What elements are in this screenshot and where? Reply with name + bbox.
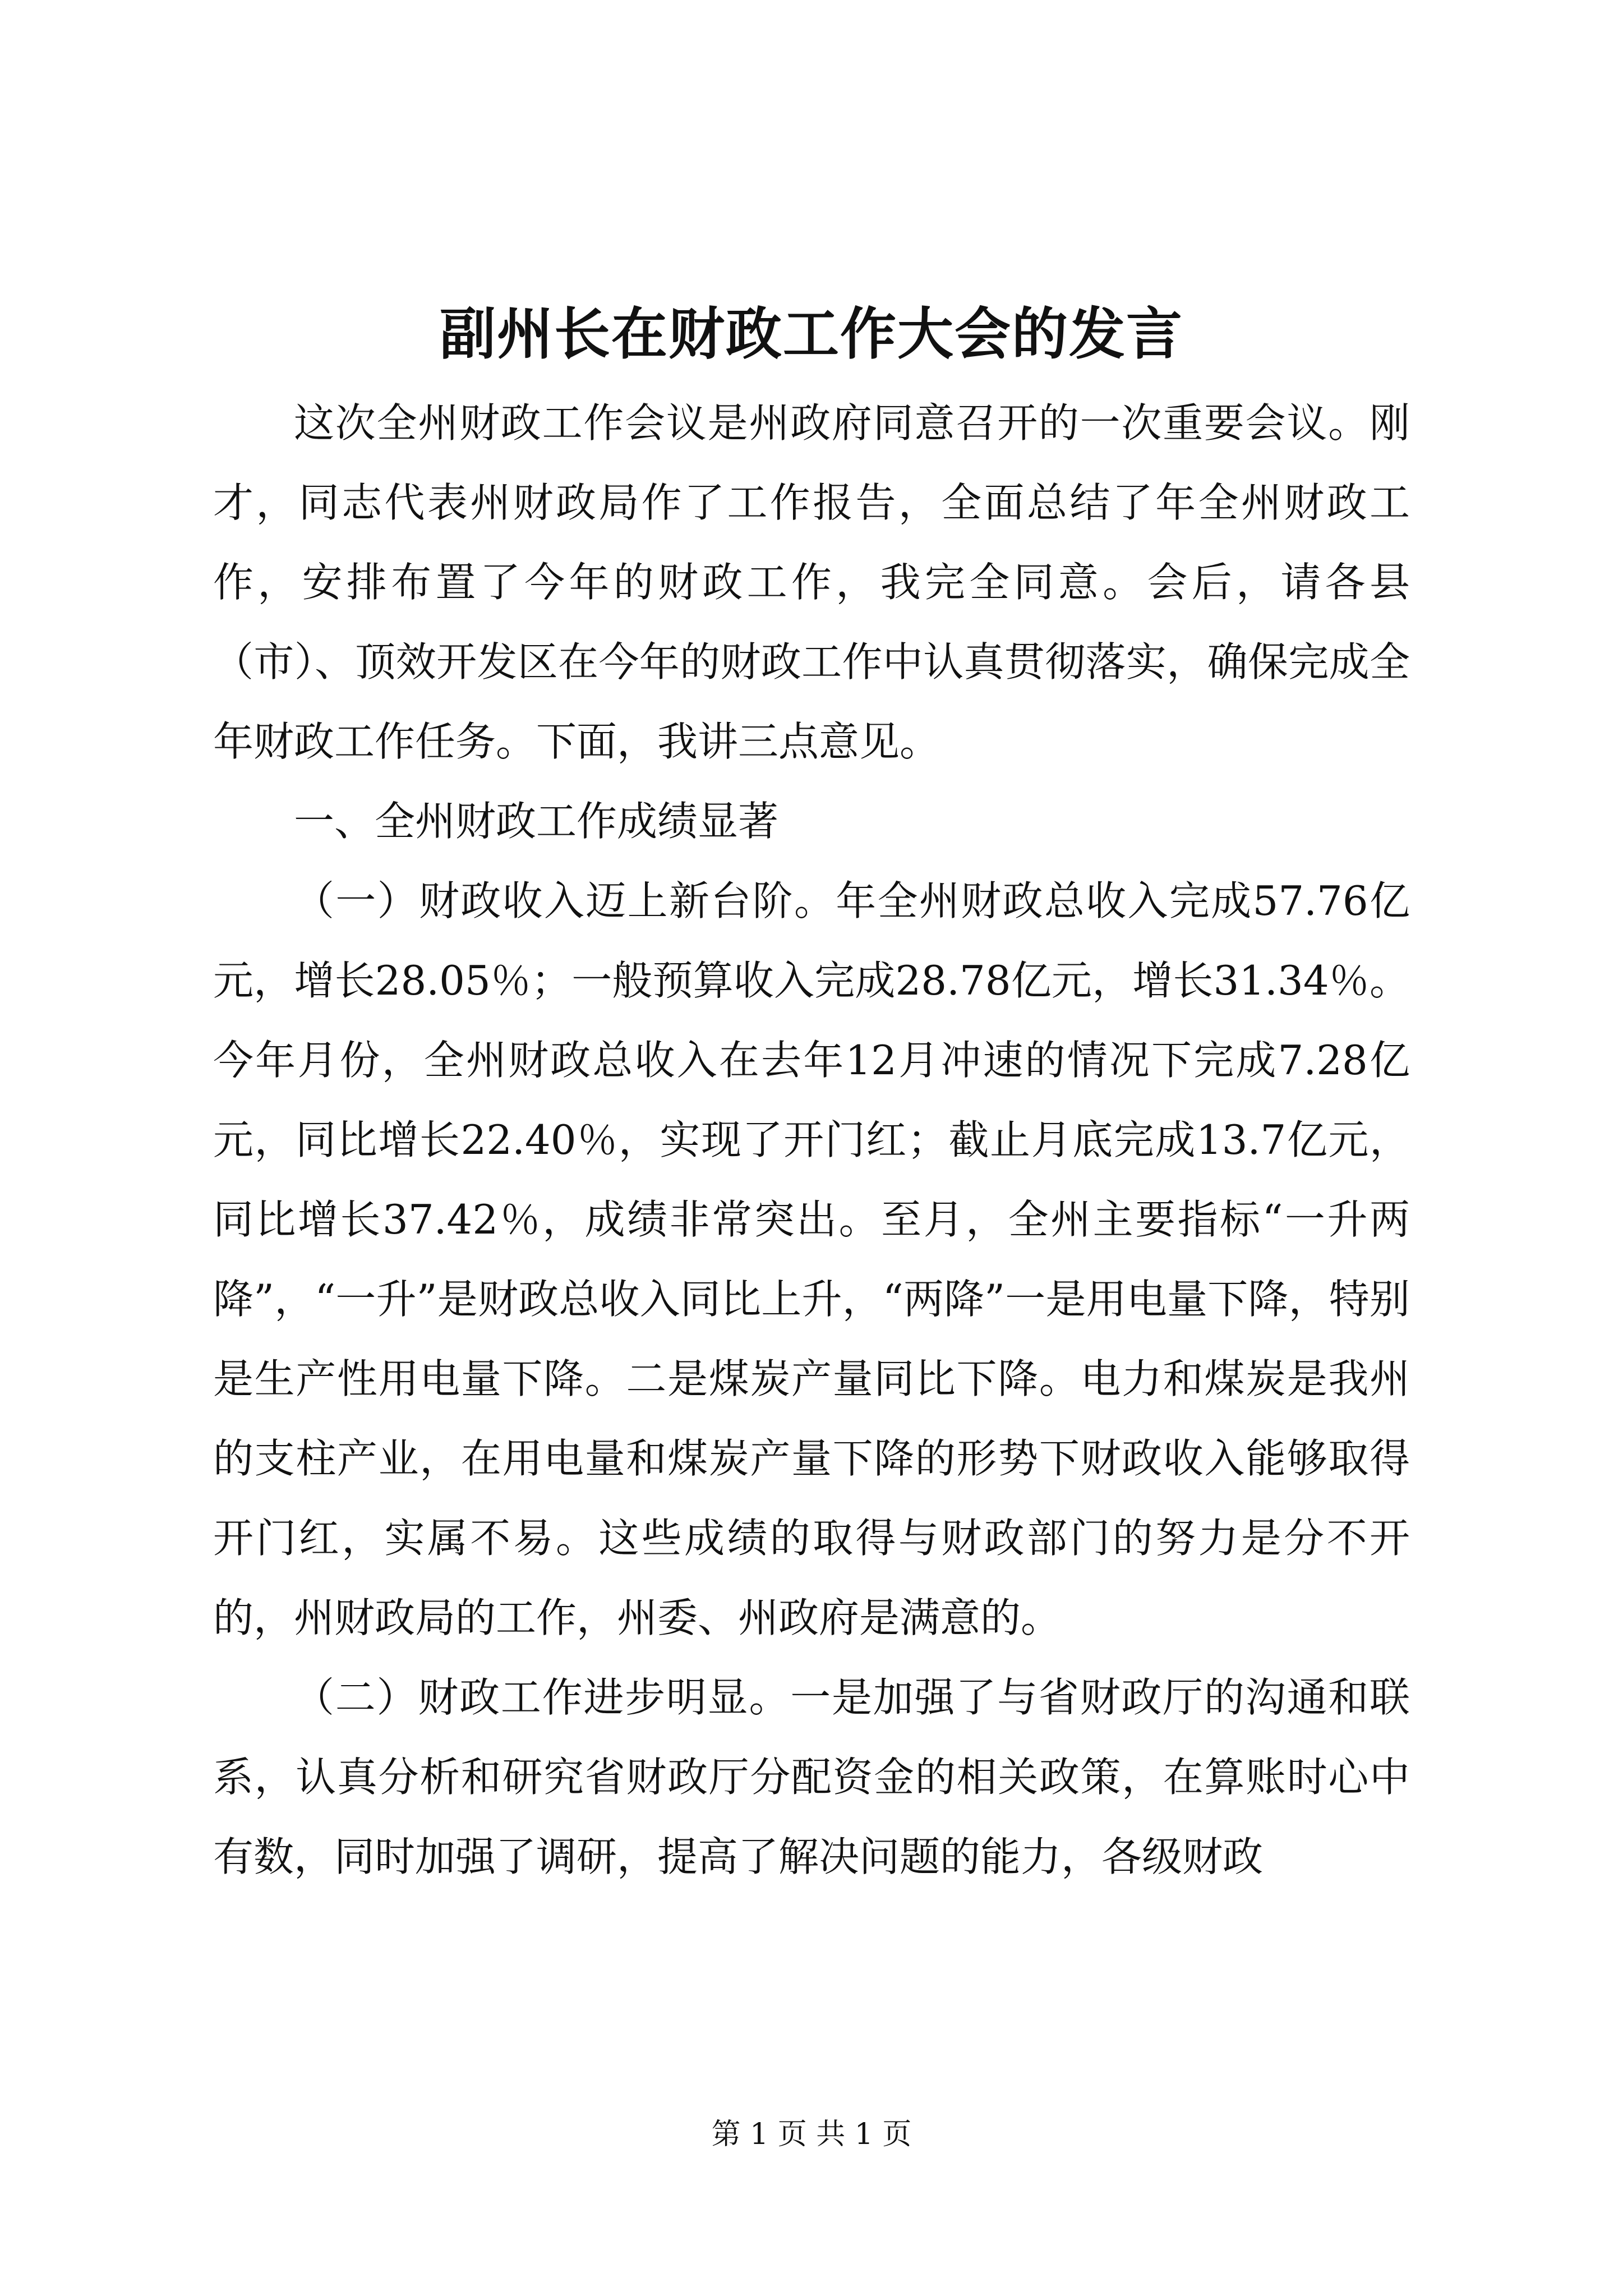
document-title: 副州长在财政工作大会的发言 [440,301,1183,367]
document-body [213,383,1410,1897]
paragraph-intro: 这次全州财政工作会议是州政府同意召开的一次重要会议。刚才，同志代表州财政局作了工作报告，全面总结了年全州财政工作，安排布置了今年的财政工作，我完全同意。会后，请各县（市）、顶效开发区在今年的财政工作中认真贯彻落实，确保完成全年财政工作任务。下面，我讲三点意见。 [213,399,1410,765]
section-heading-1: 一、全州财政工作成绩显著 [294,798,779,845]
paragraph-progress: （二）财政工作进步明显。一是加强了与省财政厅的沟通和联系，认真分析和研究省财政厅分配资金的相关政策，在算账时心中有数，同时加强了调研，提高了解决问题的能力，各级财政 [213,1674,1410,1880]
page-footer: 第 1 页 共 1 页 [711,2118,912,2151]
paragraph-revenue: （一）财政收入迈上新台阶。年全州财政总收入完成57.76亿元，增长28.05％；一般预算收入完成28.78亿元，增长31.34％。今年月份，全州财政总收入在去年12月冲速的情况下完成7.28亿元，同比增长22.40％，实现了开门红；截止月底完成13.7亿元，同比增长37.42％，成绩非常突出。至月，全州主要指标“一升两降”，“一升”是财政总收入同比上升，“两降”一是用电量下降，特别是生产性用电量下降。二是煤炭产量同比下降。电力和煤炭是我州的支柱产业，在用电量和煤炭产量下降的形势下财政收入能够取得开门红，实属不易。这些成绩的取得与财政部门的努力是分不开的，州财政局的工作，州委、州政府是满意的。 [213,877,1410,1641]
